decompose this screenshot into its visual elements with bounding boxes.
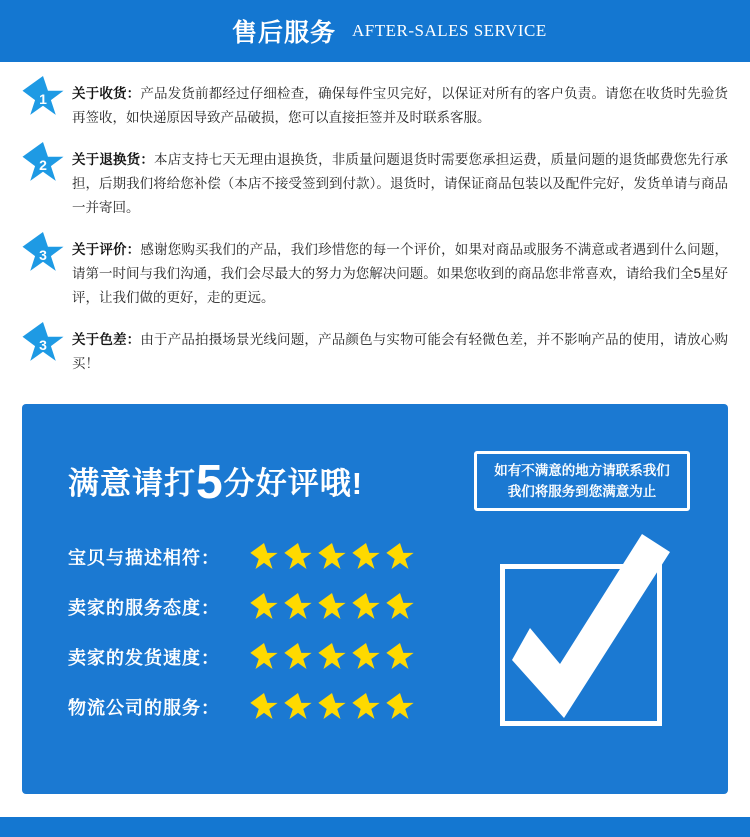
contact-callout <box>474 451 690 511</box>
star-icon <box>250 593 278 621</box>
contact-line-2: 我们将服务到您满意为止 <box>507 484 657 499</box>
rating-label: 卖家的发货速度： <box>68 648 220 668</box>
star-icon <box>318 643 346 671</box>
star-icon <box>250 543 278 571</box>
rating-row <box>68 632 414 682</box>
star-icon <box>284 693 312 721</box>
panel-title-prefix: 满意请打 <box>68 466 196 501</box>
panel-title-suffix: 分好评哦! <box>223 466 364 501</box>
note-body <box>72 144 728 220</box>
note-number: 2 <box>39 157 47 173</box>
star-icon <box>386 593 414 621</box>
rating-row <box>68 682 414 732</box>
note-text: 感谢您购买我们的产品，我们珍惜您的每一个评价，如果对商品或服务不满意或者遇到什么问题，请第一时间与我们沟通，我们会尽最大的努力为您解决问题。如果您收到的商品您非常喜欢，请给我们全5星好评，让我们做的更好，走的更远。 <box>72 242 729 305</box>
note-item <box>22 234 728 310</box>
star-icon <box>386 643 414 671</box>
star-icon <box>318 543 346 571</box>
rating-row <box>68 532 414 582</box>
note-number: 3 <box>39 247 47 263</box>
star-badge-icon <box>22 232 64 274</box>
panel-title <box>68 458 363 507</box>
rating-stars <box>250 643 414 671</box>
rating-row <box>68 582 414 632</box>
star-icon <box>352 543 380 571</box>
star-icon <box>352 643 380 671</box>
star-icon <box>386 693 414 721</box>
note-title: 关于退换货： <box>72 152 155 167</box>
footer-bar <box>0 817 750 837</box>
star-icon <box>250 693 278 721</box>
panel-title-score: 5 <box>196 456 224 509</box>
note-title: 关于收货： <box>72 86 141 101</box>
rating-rows <box>68 532 414 732</box>
rating-label: 宝贝与描述相符： <box>68 548 220 568</box>
note-body <box>72 78 728 130</box>
contact-line-1: 如有不满意的地方请联系我们 <box>494 463 670 478</box>
note-item <box>22 78 728 130</box>
note-title: 关于评价： <box>72 242 141 257</box>
note-title: 关于色差： <box>72 332 141 347</box>
rating-stars <box>250 693 414 721</box>
star-icon <box>352 593 380 621</box>
note-text: 由于产品拍摄场景光线问题，产品颜色与实物可能会有轻微色差，并不影响产品的使用，请放心购买！ <box>72 332 729 371</box>
star-icon <box>352 693 380 721</box>
star-badge-icon <box>22 322 64 364</box>
rating-label: 物流公司的服务： <box>68 698 220 718</box>
rating-label: 卖家的服务态度： <box>68 598 220 618</box>
star-icon <box>318 593 346 621</box>
notes-list <box>0 62 750 394</box>
star-icon <box>250 643 278 671</box>
note-text: 产品发货前都经过仔细检查，确保每件宝贝完好，以保证对所有的客户负责。请您在收货时先验货再签收，如快递原因导致产品破损，您可以直接拒签并及时联系客服。 <box>72 86 729 125</box>
note-text: 本店支持七天无理由退换货，非质量问题退货时需要您承担运费，质量问题的退货邮费您先行承担，后期我们将给您补偿（本店不接受签到到付款）。退货时，请保证商品包装以及配件完好，发货单请与商品一并寄回。 <box>72 152 729 215</box>
star-icon <box>386 543 414 571</box>
star-icon <box>318 693 346 721</box>
star-icon <box>284 543 312 571</box>
star-badge-icon <box>22 142 64 184</box>
checkmark-icon <box>492 532 682 732</box>
rating-stars <box>250 543 414 571</box>
star-icon <box>284 643 312 671</box>
note-body <box>72 234 728 310</box>
note-item <box>22 144 728 220</box>
page-header <box>0 0 750 62</box>
star-badge-icon <box>22 76 64 118</box>
header-title-cn: 售后服务 <box>232 19 337 47</box>
rating-stars <box>250 593 414 621</box>
note-item <box>22 324 728 376</box>
star-icon <box>284 593 312 621</box>
rating-panel <box>22 404 728 794</box>
note-body <box>72 324 728 376</box>
note-number: 3 <box>39 337 47 353</box>
header-title-en: AFTER-SALES SERVICE <box>352 21 547 40</box>
note-number: 1 <box>39 91 47 107</box>
